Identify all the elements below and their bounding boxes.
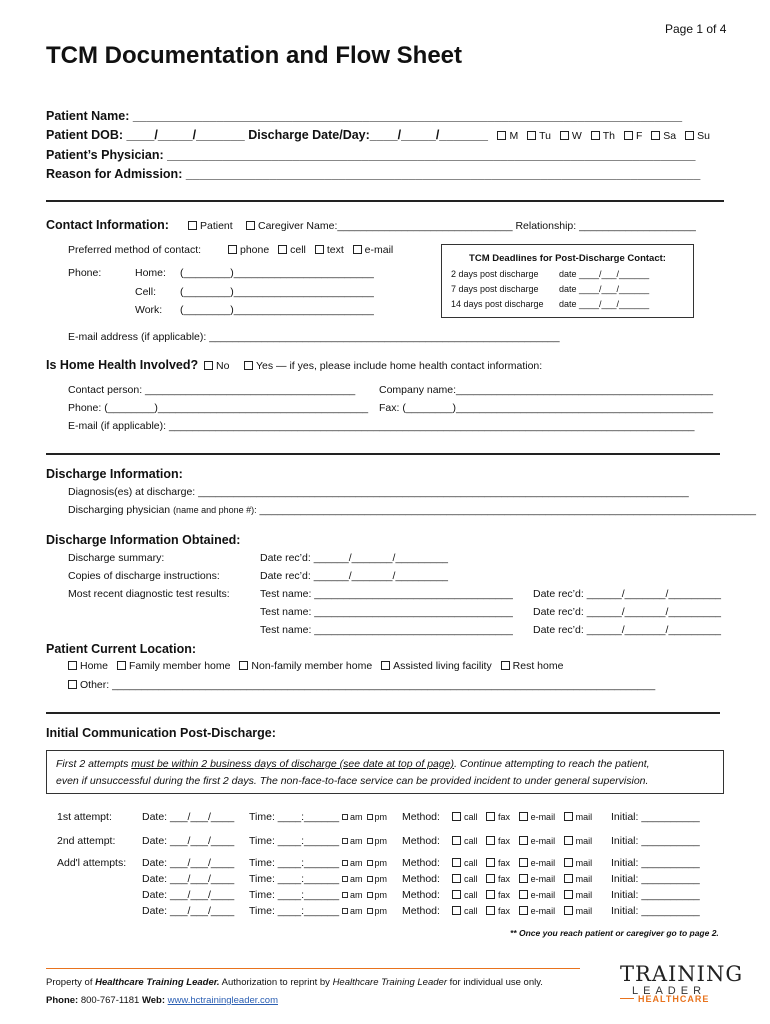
test-date-field[interactable]: Date rec’d: ______/_______/_________ [533,606,721,618]
patient-dob-field[interactable] [46,128,710,142]
training-leader-logo [620,962,744,1012]
phone-work-label: Work: [135,304,163,316]
method-label: Method: [402,905,440,917]
location-rest-home-checkbox[interactable]: Rest home [495,660,564,672]
attempt-method-call-checkbox[interactable]: call [446,874,478,884]
checkbox-icon [68,680,77,689]
section-divider [46,453,720,455]
checkbox-icon [278,245,287,254]
attempt-method-fax-checkbox[interactable]: fax [480,874,510,884]
attempt-time-field[interactable]: Time: ____:______ [249,873,340,885]
summary-label: Discharge summary: [68,552,165,564]
attempt-method-fax-checkbox[interactable]: fax [480,858,510,868]
pm-checkbox[interactable]: pm [363,890,388,900]
attempt-method-options[interactable] [446,874,592,884]
attempt-method-call-checkbox[interactable]: call [446,858,478,868]
checkbox-icon [519,812,528,821]
page-number: Page 1 of 4 [665,22,727,36]
logo-line3: HEALTHCARE [638,994,710,1004]
checkbox-icon [367,908,373,914]
attempt-method-options[interactable] [446,836,592,846]
footer-contact: Phone: 800-767-1181 Web: www.hctrainingleader.com [46,995,278,1006]
attempt-method-mail-checkbox[interactable]: mail [558,906,593,916]
phone-cell-field[interactable]: (________)________________________ [180,286,374,298]
recent-tests-label: Most recent diagnostic test results: [68,588,230,600]
preferred-method-label: Preferred method of contact: [68,244,202,256]
checkbox-icon [591,131,600,140]
attempt-method-email-checkbox[interactable]: e-mail [513,836,556,846]
day-m-checkbox[interactable]: M [491,130,518,142]
discharge-day-options [491,130,709,142]
checkbox-icon [68,661,77,670]
hh-email-field[interactable]: E-mail (if applicable): __________________________________________________________________________________________ [68,420,695,432]
deadlines-title: TCM Deadlines for Post-Discharge Contact: [469,253,666,264]
home-health-heading: Is Home Health Involved? [46,358,199,372]
pm-checkbox[interactable]: pm [363,836,388,846]
communication-note-box [46,750,724,794]
checkbox-icon [239,661,248,670]
attempt-date-field[interactable]: Date: ___/___/____ [142,905,235,917]
checkbox-icon [367,876,373,882]
page-title: TCM Documentation and Flow Sheet [46,42,463,69]
attempt-initial-field[interactable]: Initial: __________ [611,857,700,869]
checkbox-icon [519,836,528,845]
checkbox-icon [452,906,461,915]
am-checkbox[interactable]: am [338,812,363,822]
attempt-initial-field[interactable]: Initial: __________ [611,835,700,847]
pm-checkbox[interactable]: pm [363,858,388,868]
logo-line2: LEADER [632,985,707,997]
location-home-checkbox[interactable]: Home [62,660,108,672]
preferred-method-options[interactable] [222,244,393,256]
attempt-method-fax-checkbox[interactable]: fax [480,812,510,822]
method-email-checkbox[interactable]: e-mail [347,244,394,256]
checkbox-icon [452,836,461,845]
am-checkbox[interactable]: am [338,836,363,846]
checkbox-icon [342,892,348,898]
communication-note-line2: even if unsuccessful during the first 2 days. The non-face-to-face service can be provided incident to under general supervision. [56,775,649,787]
checkbox-icon [367,838,373,844]
checkbox-icon [204,361,213,370]
email-field[interactable]: E-mail address (if applicable): ____________________________________________________________ [68,331,560,343]
hh-phone-field[interactable]: Phone: (________)____________________________________ [68,402,369,414]
day-th-checkbox[interactable]: Th [585,130,615,142]
attempt-method-email-checkbox[interactable]: e-mail [513,890,556,900]
location-family-member-home-checkbox[interactable]: Family member home [111,660,231,672]
method-label: Method: [402,811,440,823]
communication-heading: Initial Communication Post-Discharge: [46,726,276,740]
checkbox-icon [624,131,633,140]
logo-dash [620,998,634,999]
am-pm-options[interactable] [338,874,387,884]
hh-contact-person-field[interactable]: Contact person: ____________________________________ [68,384,356,396]
website-link[interactable]: www.hctrainingleader.com [167,995,278,1006]
checkbox-icon [486,812,495,821]
pm-checkbox[interactable]: pm [363,906,388,916]
copies-label: Copies of discharge instructions: [68,570,220,582]
am-checkbox[interactable]: am [338,906,363,916]
attempt-initial-field[interactable]: Initial: __________ [611,905,700,917]
attempt-method-mail-checkbox[interactable]: mail [558,812,593,822]
checkbox-icon [486,858,495,867]
am-checkbox[interactable]: am [338,858,363,868]
physician-field[interactable]: Patient’s Physician: ____________________________________________________________________________ [46,148,696,162]
attempt-method-fax-checkbox[interactable]: fax [480,836,510,846]
deadline-7-label: 7 days post discharge [451,284,539,294]
attempt-method-options[interactable] [446,812,592,822]
checkbox-icon [564,890,573,899]
checkbox-icon [452,858,461,867]
method-label: Method: [402,857,440,869]
attempt-date-field[interactable]: Date: ___/___/____ [142,811,235,823]
hh-fax-field[interactable]: Fax: (________)____________________________________________ [379,402,713,414]
checkbox-icon [342,908,348,914]
attempt-method-mail-checkbox[interactable]: mail [558,890,593,900]
phone-cell-label: Cell: [135,286,157,298]
attempt-method-fax-checkbox[interactable]: fax [480,906,510,916]
checkbox-icon [244,361,253,370]
checkbox-icon [342,860,348,866]
checkbox-icon [564,874,573,883]
checkbox-icon [564,812,573,821]
attempt-method-options[interactable] [446,858,592,868]
method-phone-checkbox[interactable]: phone [222,244,269,256]
test-name-field[interactable]: Test name: __________________________________ [260,588,513,600]
am-checkbox[interactable]: am [338,890,363,900]
test-date-field[interactable]: Date rec’d: ______/_______/_________ [533,624,721,636]
day-sa-checkbox[interactable]: Sa [645,130,676,142]
checkbox-icon [353,245,362,254]
section-divider [46,200,724,202]
checkbox-icon [651,131,660,140]
logo-line1: TRAINING [620,962,744,986]
patient-checkbox[interactable]: Patient [182,220,233,232]
copies-date-field[interactable]: Date rec’d: ______/_______/_________ [260,570,448,582]
day-su-checkbox[interactable]: Su [679,130,710,142]
section-divider [46,712,720,714]
checkbox-icon [452,874,461,883]
pm-checkbox[interactable]: pm [363,874,388,884]
deadline-7-date[interactable]: date ____/___/______ [559,284,650,294]
checkbox-icon [342,814,348,820]
checkbox-icon [519,858,528,867]
location-options[interactable] [62,660,563,672]
location-non-family-member-home-checkbox[interactable]: Non-family member home [233,660,372,672]
hh-company-field[interactable]: Company name:____________________________________________ [379,384,713,396]
checkbox-icon [486,836,495,845]
checkbox-icon [367,892,373,898]
attempt-label: Add'l attempts: [57,857,127,869]
attempt-method-options[interactable] [446,906,592,916]
location-heading: Patient Current Location: [46,642,197,656]
checkbox-icon [519,906,528,915]
am-checkbox[interactable]: am [338,874,363,884]
attempt-method-email-checkbox[interactable]: e-mail [513,906,556,916]
day-tu-checkbox[interactable]: Tu [521,130,551,142]
attempt-time-field[interactable]: Time: ____:______ [249,857,340,869]
test-name-field[interactable]: Test name: __________________________________ [260,624,513,636]
day-f-checkbox[interactable]: F [618,130,642,142]
attempt-date-field[interactable]: Date: ___/___/____ [142,835,235,847]
deadlines-box [441,244,694,318]
attempt-method-mail-checkbox[interactable]: mail [558,874,593,884]
checkbox-icon [564,906,573,915]
attempt-method-email-checkbox[interactable]: e-mail [513,812,556,822]
attempt-method-fax-checkbox[interactable]: fax [480,890,510,900]
checkbox-icon [486,890,495,899]
phone-home-field[interactable]: (________)________________________ [180,267,374,279]
home-health-yes-checkbox[interactable]: Yes — if yes, please include home health contact information: [238,360,542,372]
checkbox-icon [486,906,495,915]
deadline-14-date[interactable]: date ____/___/______ [559,299,650,309]
am-pm-options[interactable] [338,890,387,900]
location-assisted-living-facility-checkbox[interactable]: Assisted living facility [375,660,492,672]
discharging-physician-field[interactable]: Discharging physician (name and phone #): _____________________________________________________________________________________ [68,504,756,516]
attempt-method-call-checkbox[interactable]: call [446,906,478,916]
pm-checkbox[interactable]: pm [363,812,388,822]
discharge-info-heading: Discharge Information: [46,467,183,481]
checkbox-icon [188,221,197,230]
attempt-time-field[interactable]: Time: ____:______ [249,905,340,917]
phone-home-label: Home: [135,267,166,279]
method-label: Method: [402,889,440,901]
am-pm-options[interactable] [338,812,387,822]
checkbox-icon [564,836,573,845]
attempt-method-email-checkbox[interactable]: e-mail [513,858,556,868]
attempt-date-field[interactable]: Date: ___/___/____ [142,873,235,885]
attempt-initial-field[interactable]: Initial: __________ [611,889,700,901]
checkbox-icon [342,838,348,844]
diagnosis-field[interactable]: Diagnosis(es) at discharge: ____________________________________________________________________________________ [68,486,689,498]
am-pm-options[interactable] [338,858,387,868]
checkbox-icon [246,221,255,230]
checkbox-icon [501,661,510,670]
phone-work-field[interactable]: (________)________________________ [180,304,374,316]
checkbox-icon [564,858,573,867]
checkbox-icon [519,890,528,899]
footer-divider [46,968,580,969]
contact-heading: Contact Information: [46,218,169,232]
checkbox-icon [315,245,324,254]
communication-note-line1: First 2 attempts must be within 2 business days of discharge (see date at top of page). Continue attempting to reach the patient, [56,758,650,770]
checkbox-icon [452,812,461,821]
attempt-method-email-checkbox[interactable]: e-mail [513,874,556,884]
attempt-label: 2nd attempt: [57,835,116,847]
attempt-method-call-checkbox[interactable]: call [446,836,478,846]
checkbox-icon [685,131,694,140]
attempt-method-options[interactable] [446,890,592,900]
location-other-field[interactable]: Other: _____________________________________________________________________________________________ [62,679,655,691]
summary-date-field[interactable]: Date rec’d: ______/_______/_________ [260,552,448,564]
method-label: Method: [402,835,440,847]
checkbox-icon [519,874,528,883]
attempt-initial-field[interactable]: Initial: __________ [611,873,700,885]
obtained-heading: Discharge Information Obtained: [46,533,241,547]
attempt-time-field[interactable]: Time: ____:______ [249,835,340,847]
checkbox-icon [560,131,569,140]
attempt-initial-field[interactable]: Initial: __________ [611,811,700,823]
checkbox-icon [367,814,373,820]
method-cell-checkbox[interactable]: cell [272,244,306,256]
am-pm-options[interactable] [338,906,387,916]
attempt-time-field[interactable]: Time: ____:______ [249,889,340,901]
am-pm-options[interactable] [338,836,387,846]
attempt-method-mail-checkbox[interactable]: mail [558,858,593,868]
checkbox-icon [381,661,390,670]
attempt-label: 1st attempt: [57,811,112,823]
reason-field[interactable]: Reason for Admission: __________________________________________________________________________ [46,167,701,181]
attempt-date-field[interactable]: Date: ___/___/____ [142,889,235,901]
dob-discharge-label: Patient DOB: ____/_____/_______ Discharge Date/Day:____/_____/_______ [46,128,488,142]
test-date-field[interactable]: Date rec’d: ______/_______/_________ [533,588,721,600]
checkbox-icon [486,874,495,883]
deadline-14-label: 14 days post discharge [451,299,544,309]
attempt-date-field[interactable]: Date: ___/___/____ [142,857,235,869]
footer-property: Property of Healthcare Training Leader. Authorization to reprint by Healthcare Training Leader for individual use only. [46,977,543,988]
caregiver-field[interactable]: Caregiver Name:______________________________ Relationship: ____________________ [240,220,696,232]
method-text-checkbox[interactable]: text [309,244,344,256]
deadline-2-date[interactable]: date ____/___/______ [559,269,650,279]
checkbox-icon [497,131,506,140]
patient-name-field[interactable]: Patient Name: _______________________________________________________________________________ [46,109,683,123]
checkbox-icon [228,245,237,254]
checkbox-icon [117,661,126,670]
phone-label: Phone: [68,267,102,279]
footnote: ** Once you reach patient or caregiver go to page 2. [510,928,719,938]
deadline-2-label: 2 days post discharge [451,269,539,279]
attempt-method-call-checkbox[interactable]: call [446,890,478,900]
test-name-field[interactable]: Test name: __________________________________ [260,606,513,618]
day-w-checkbox[interactable]: W [554,130,582,142]
checkbox-icon [527,131,536,140]
checkbox-icon [452,890,461,899]
attempt-method-call-checkbox[interactable]: call [446,812,478,822]
method-label: Method: [402,873,440,885]
attempt-method-mail-checkbox[interactable]: mail [558,836,593,846]
home-health-no-checkbox[interactable]: No [198,360,229,372]
checkbox-icon [342,876,348,882]
checkbox-icon [367,860,373,866]
attempt-time-field[interactable]: Time: ____:______ [249,811,340,823]
